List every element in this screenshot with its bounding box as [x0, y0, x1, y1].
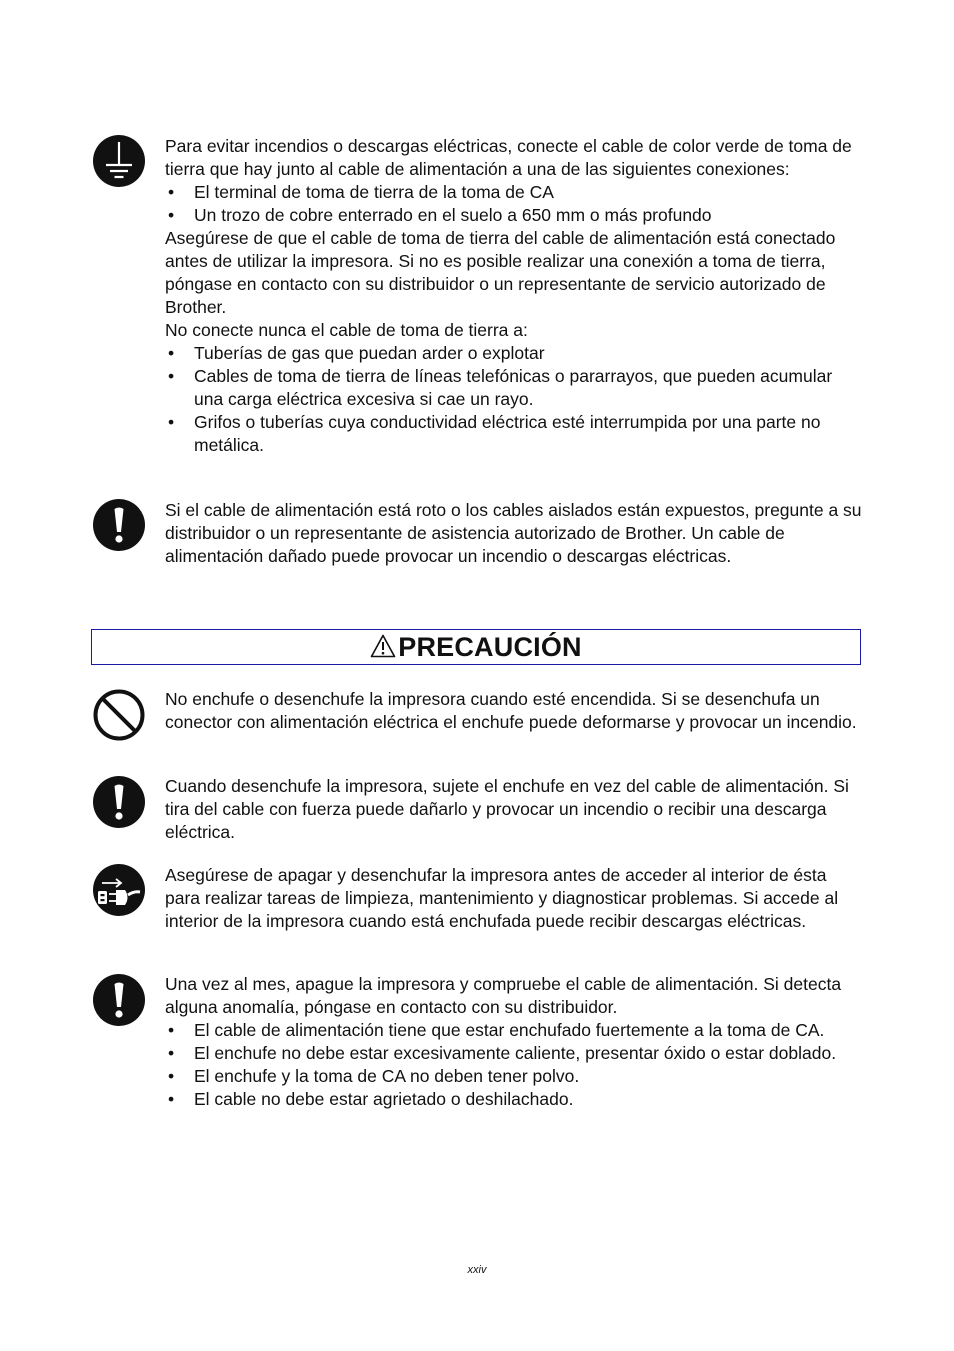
list-item: • Un trozo de cobre enterrado en el suelo a 650 mm o más profundo: [165, 204, 865, 227]
ground-paragraph-3: No conecte nunca el cable de toma de tierra a:: [165, 320, 528, 340]
list-item: • Cables de toma de tierra de líneas telefónicas o pararrayos, que pueden acumular una carga eléctrica excesiva si cae un rayo.: [165, 365, 865, 411]
ground-connections-list: [165, 181, 865, 227]
ground-icon: [92, 134, 146, 188]
warning-triangle-icon: [370, 634, 396, 658]
exclamation-icon: [92, 973, 146, 1027]
list-item: • El cable de alimentación tiene que estar enchufado fuertemente a la toma de CA.: [165, 1019, 865, 1042]
monthly-check-intro: Una vez al mes, apague la impresora y compruebe el cable de alimentación. Si detecta alguna anomalía, póngase en contacto con su distribuidor.: [165, 974, 842, 1017]
no-plug-text: No enchufe o desenchufe la impresora cuando esté encendida. Si se desenchufa un conector con alimentación eléctrica el enchufe puede deformarse y provocar un incendio.: [165, 689, 857, 732]
ground-paragraph-2: Asegúrese de que el cable de toma de tierra del cable de alimentación está conectado antes de utilizar la impresora. Si no es posible realizar una conexión a toma de tierra, póngase en contacto con su distribuidor o un representante de servicio autorizado de Brother.: [165, 228, 836, 317]
prohibited-icon: [92, 688, 146, 742]
caution-banner: [91, 629, 861, 665]
list-item: • El terminal de toma de tierra de la toma de CA: [165, 181, 865, 204]
ground-forbidden-list: [165, 342, 865, 457]
damaged-cable-text: Si el cable de alimentación está roto o los cables aislados están expuestos, pregunte a su distribuidor o un representante de asistencia autorizado de Brother. Un cable de alimentación dañado puede provocar un incendio o descargas eléctricas.: [165, 500, 862, 566]
hold-plug-text: Cuando desenchufe la impresora, sujete el enchufe en vez del cable de alimentación. Si tira del cable con fuerza puede dañarlo y provocar un incendio o recibir una descarga eléctrica.: [165, 776, 849, 842]
monthly-check-list: [165, 1019, 865, 1111]
ground-intro: Para evitar incendios o descargas eléctricas, conecte el cable de color verde de toma de tierra que hay junto al cable de alimentación a una de las siguientes conexiones:: [165, 136, 852, 179]
list-item: • Grifos o tuberías cuya conductividad eléctrica esté interrumpida por una parte no metálica.: [165, 411, 865, 457]
page-number: xxiv: [467, 1264, 487, 1276]
list-item: • Tuberías de gas que puedan arder o explotar: [165, 342, 865, 365]
unplug-before-text: Asegúrese de apagar y desenchufar la impresora antes de acceder al interior de ésta para realizar tareas de limpieza, mantenimiento y diagnosticar problemas. Si accede al interior de la impresora cuando está enchufada puede recibir descargas eléctricas.: [165, 865, 839, 931]
list-item: • El enchufe y la toma de CA no deben tener polvo.: [165, 1065, 865, 1088]
exclamation-icon: [92, 775, 146, 829]
list-item: • El enchufe no debe estar excesivamente caliente, presentar óxido o estar doblado.: [165, 1042, 865, 1065]
list-item: • El cable no debe estar agrietado o deshilachado.: [165, 1088, 865, 1111]
exclamation-icon: [92, 498, 146, 552]
caution-title: PRECAUCIÓN: [398, 631, 582, 662]
unplug-icon: [92, 863, 146, 917]
